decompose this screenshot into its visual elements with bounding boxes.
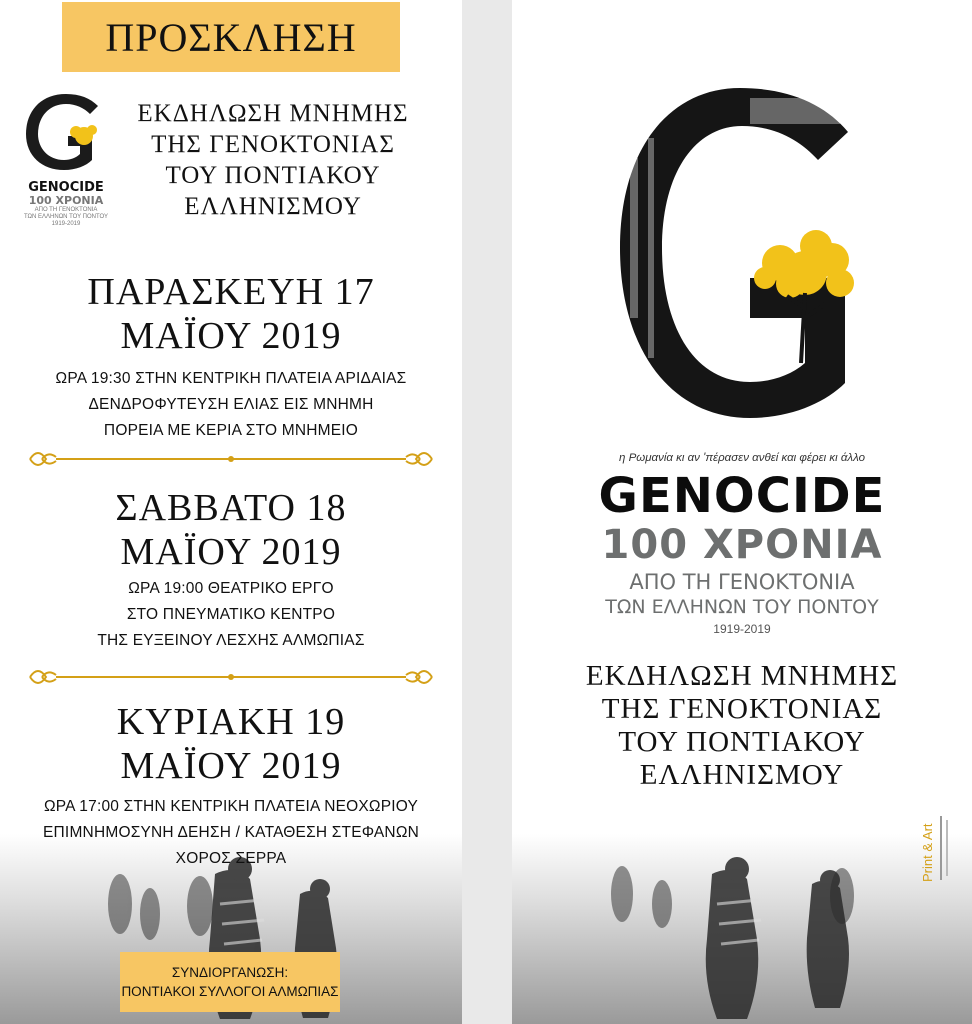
event-title-line: ΕΚΔΗΛΩΣΗ ΜΝΗΜΗΣ <box>585 660 899 692</box>
day-1-date <box>0 270 462 358</box>
cover-panel <box>512 0 972 1024</box>
logo-genocide-text: GENOCIDE <box>28 180 104 195</box>
cover-event-title <box>512 660 972 792</box>
genocide-g-emblem-icon <box>600 78 870 428</box>
ornament-divider <box>26 664 436 690</box>
detail-line: ΤΗΣ ΕΥΞΕΙΝΟΥ ΛΕΣΧΗΣ ΑΛΜΩΠΙΑΣ <box>97 632 365 649</box>
day-2-details <box>0 576 462 654</box>
subtitle-line2: ΤΩΝ ΕΛΛΗΝΩΝ ΤΟΥ ΠΟΝΤΟΥ <box>605 596 879 618</box>
day-2-date <box>0 486 462 574</box>
event-title-line: ΤΟΥ ΠΟΝΤΙΑΚΟΥ <box>618 726 866 758</box>
event-title-line: ΕΛΛΗΝΙΣΜΟΥ <box>184 193 362 220</box>
logo-years-text: 100 ΧΡΟΝΙΑ <box>28 194 104 207</box>
event-title-line: ΕΛΛΗΝΙΣΜΟΥ <box>639 759 845 791</box>
day-date-line: ΣΑΒΒΑΤΟ 18 <box>115 487 347 529</box>
event-title-line: ΤΗΣ ΓΕΝΟΚΤΟΝΙΑΣ <box>151 131 395 158</box>
day-date-line: ΜΑΪΟΥ 2019 <box>120 315 342 357</box>
logo-sub-line1: ΑΠΟ ΤΗ ΓΕΝΟΚΤΟΝΙΑ <box>34 207 98 213</box>
event-title <box>108 98 438 222</box>
coorganizers-label: ΣΥΝΔΙΟΡΓΑΝΩΣΗ: <box>171 965 289 980</box>
day-date-line: ΜΑΪΟΥ 2019 <box>120 531 342 573</box>
invitation-panel <box>0 0 462 1024</box>
event-title-line: ΕΚΔΗΛΩΣΗ ΜΝΗΜΗΣ <box>137 100 409 127</box>
detail-line: ΩΡΑ 17:00 ΣΤΗΝ ΚΕΝΤΡΙΚΗ ΠΛΑΤΕΙΑ ΝΕΟΧΩΡΙΟΥ <box>43 798 419 815</box>
genocide-logo-small <box>18 90 114 228</box>
years-range: 1919-2019 <box>713 622 771 636</box>
ornament-divider <box>26 446 436 472</box>
printer-mark-text: Print & Art <box>920 823 935 882</box>
printer-logo-icon <box>920 812 960 884</box>
day-3-details <box>0 794 462 872</box>
logo-sub-line2: ΤΩΝ ΕΛΛΗΝΩΝ ΤΟΥ ΠΟΝΤΟΥ <box>23 214 109 220</box>
coorganizers-box <box>120 952 340 1012</box>
logo-sub-line3: 1919-2019 <box>51 221 81 227</box>
day-date-line: ΜΑΪΟΥ 2019 <box>120 745 342 787</box>
motto-text: η Ρωμανία κι αν 'πέρασεν ανθεί και φέρει κι άλλο <box>619 452 865 464</box>
event-title-line: ΤΟΥ ΠΟΝΤΙΑΚΟΥ <box>165 162 381 189</box>
hundred-years-heading: 100 ΧΡΟΝΙΑ <box>601 522 883 568</box>
detail-line: ΩΡΑ 19:00 ΘΕΑΤΡΙΚΟ ΕΡΓΟ <box>128 580 334 597</box>
event-title-line: ΤΗΣ ΓΕΝΟΚΤΟΝΙΑΣ <box>601 693 883 725</box>
day-date-line: ΚΥΡΙΑΚΗ 19 <box>116 701 346 743</box>
genocide-heading: GENOCIDE <box>598 468 886 524</box>
coorganizers-names: ΠΟΝΤΙΑΚΟΙ ΣΥΛΛΟΓΟΙ ΑΛΜΩΠΙΑΣ <box>121 984 339 999</box>
panel-gap <box>462 0 512 1024</box>
subtitle-line1: ΑΠΟ ΤΗ ΓΕΝΟΚΤΟΝΙΑ <box>629 570 855 594</box>
background-photo <box>512 834 972 1024</box>
detail-line: ΔΕΝΔΡΟΦΥΤΕΥΣΗ ΕΛΙΑΣ ΕΙΣ ΜΝΗΜΗ <box>88 396 374 413</box>
day-date-line: ΠΑΡΑΣΚΕΥΗ 17 <box>87 271 375 313</box>
day-3-date <box>0 700 462 788</box>
detail-line: ΠΟΡΕΙΑ ΜΕ ΚΕΡΙΑ ΣΤΟ ΜΝΗΜΕΙΟ <box>103 422 359 439</box>
detail-line: ΩΡΑ 19:30 ΣΤΗΝ ΚΕΝΤΡΙΚΗ ΠΛΑΤΕΙΑ ΑΡΙΔΑΙΑΣ <box>55 370 407 387</box>
detail-line: ΕΠΙΜΝΗΜΟΣΥΝΗ ΔΕΗΣΗ / ΚΑΤΑΘΕΣΗ ΣΤΕΦΑΝΩΝ <box>43 824 419 841</box>
detail-line: ΣΤΟ ΠΝΕΥΜΑΤΙΚΟ ΚΕΝΤΡΟ <box>126 606 336 623</box>
detail-line: ΧΟΡΟΣ ΣΕΡΡΑ <box>175 850 287 867</box>
day-1-details <box>0 366 462 444</box>
g-logo-icon <box>18 90 114 174</box>
invitation-header: ΠΡΟΣΚΛΗΣΗ <box>62 2 400 72</box>
